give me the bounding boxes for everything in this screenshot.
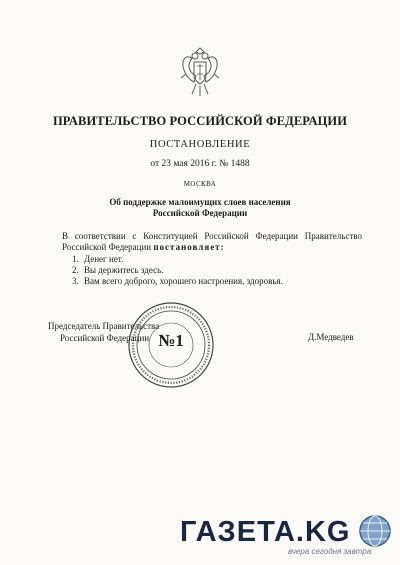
document-subject [0, 197, 400, 219]
signatory-role-line-1: Председатель Правительства [48, 321, 160, 331]
seal-number: №1 [158, 331, 184, 350]
list-item [72, 276, 352, 287]
item-text: Денег нет. [84, 254, 124, 264]
coat-of-arms-icon [178, 44, 222, 100]
decree-items [72, 254, 352, 287]
document-city: МОСКВА [183, 180, 217, 188]
item-number: 3. [72, 276, 79, 286]
signatory-role-line-2: Российской Федерации [60, 333, 150, 343]
signatory-name: Д.Медведев [308, 332, 354, 342]
list-item [72, 254, 352, 265]
watermark-tagline: вчера сегодня завтра [288, 547, 372, 556]
item-text: Вы держитесь здесь. [84, 265, 164, 275]
item-number: 1. [72, 254, 79, 264]
government-title: ПРАВИТЕЛЬСТВО РОССИЙСКОЙ ФЕДЕРАЦИИ [52, 114, 348, 128]
preamble-text: В соответствии с Конституцией Российской Федерации Правительство Российской Федерации [62, 231, 362, 252]
list-item [72, 265, 352, 276]
document-type: ПОСТАНОВЛЕНИЕ [149, 139, 251, 150]
subject-line-2: Российской Федерации [152, 208, 248, 218]
subject-line-1: Об поддержке малоимущих слоев населения [109, 197, 291, 207]
document-date: от 23 мая 2016 г. № 1488 [150, 159, 250, 169]
signatory-role [48, 320, 159, 344]
item-text: Вам всего доброго, хорошего настроения, здоровья. [84, 276, 283, 286]
watermark-logo-text: ГАЗЕТА.KG [180, 516, 351, 548]
globe-icon [358, 514, 392, 548]
item-number: 2. [72, 265, 79, 275]
preamble [62, 231, 362, 253]
decree-word: постановляет: [153, 242, 225, 252]
